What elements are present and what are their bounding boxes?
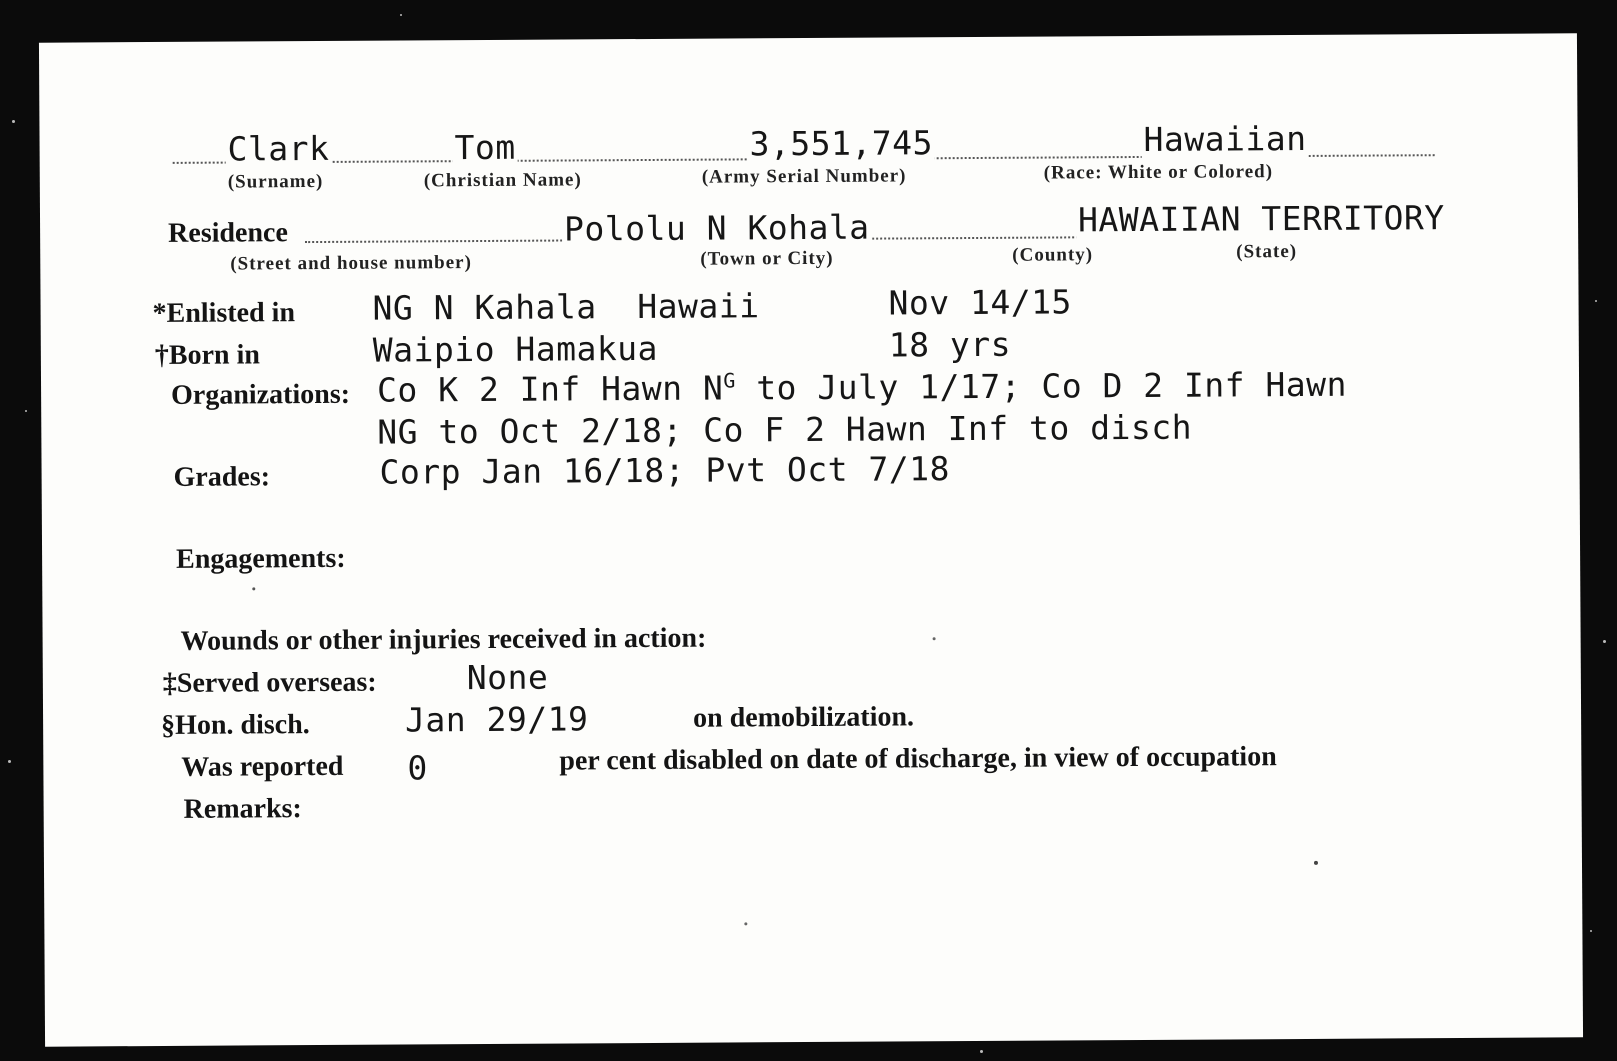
born-place-value: Waipio Hamakua xyxy=(372,328,659,370)
surname-caption: (Surname) xyxy=(227,170,324,193)
served-overseas-value: None xyxy=(466,657,549,698)
born-label: †Born in xyxy=(154,339,260,372)
organizations-label: Organizations: xyxy=(171,378,351,411)
wounds-label: Wounds or other injuries received in action: xyxy=(180,622,707,657)
organizations-line-1-b: to July 1/17; Co D 2 Inf Hawn xyxy=(735,364,1348,408)
disability-label: Was reported xyxy=(181,750,344,783)
organizations-line-1-sup: G xyxy=(723,368,736,393)
surname-value: Clark xyxy=(227,128,330,169)
state-caption: (State) xyxy=(1236,241,1298,263)
hon-disch-date-value: Jan 29/19 xyxy=(404,699,589,740)
street-caption: (Street and house number) xyxy=(230,252,472,275)
engagements-label: Engagements: xyxy=(176,542,346,575)
residence-label: Residence xyxy=(168,217,290,250)
organizations-line-1-a: Co K 2 Inf Hawn N xyxy=(376,368,724,410)
service-record-card xyxy=(39,33,1583,1046)
remarks-label: Remarks: xyxy=(183,793,302,825)
christian-name-caption: (Christian Name) xyxy=(423,169,582,192)
race-value: Hawaiian xyxy=(1143,118,1307,159)
disability-suffix: per cent disabled on date of discharge, in view of occupation xyxy=(559,741,1277,777)
residence-town-value: Pololu N Kohala xyxy=(563,207,870,249)
organizations-line-2: NG to Oct 2/18; Co F 2 Hawn Inf to disch xyxy=(377,407,1193,452)
army-serial-number-value: 3,551,745 xyxy=(749,123,934,164)
grades-value: Corp Jan 16/18; Pvt Oct 7/18 xyxy=(379,449,950,492)
army-serial-caption: (Army Serial Number) xyxy=(701,165,907,188)
enlisted-date-value: Nov 14/15 xyxy=(888,282,1072,323)
enlisted-label: *Enlisted in xyxy=(152,297,296,330)
organizations-line-1 xyxy=(377,365,1347,410)
hon-disch-suffix: on demobilization. xyxy=(692,701,915,734)
served-overseas-label: ‡Served overseas: xyxy=(162,666,377,699)
county-caption: (County) xyxy=(1012,244,1094,266)
town-caption: (Town or City) xyxy=(700,247,834,270)
hon-disch-label: §Hon. disch. xyxy=(161,709,310,741)
born-age-value: 18 yrs xyxy=(888,324,1012,365)
christian-name-value: Tom xyxy=(454,127,516,168)
disability-value: 0 xyxy=(407,748,428,788)
grades-label: Grades: xyxy=(173,461,271,493)
race-caption: (Race: White or Colored) xyxy=(1043,161,1274,184)
residence-state-value: HAWAIIAN TERRITORY xyxy=(1077,198,1445,240)
enlisted-place-value: NG N Kahala Hawaii xyxy=(372,286,760,328)
